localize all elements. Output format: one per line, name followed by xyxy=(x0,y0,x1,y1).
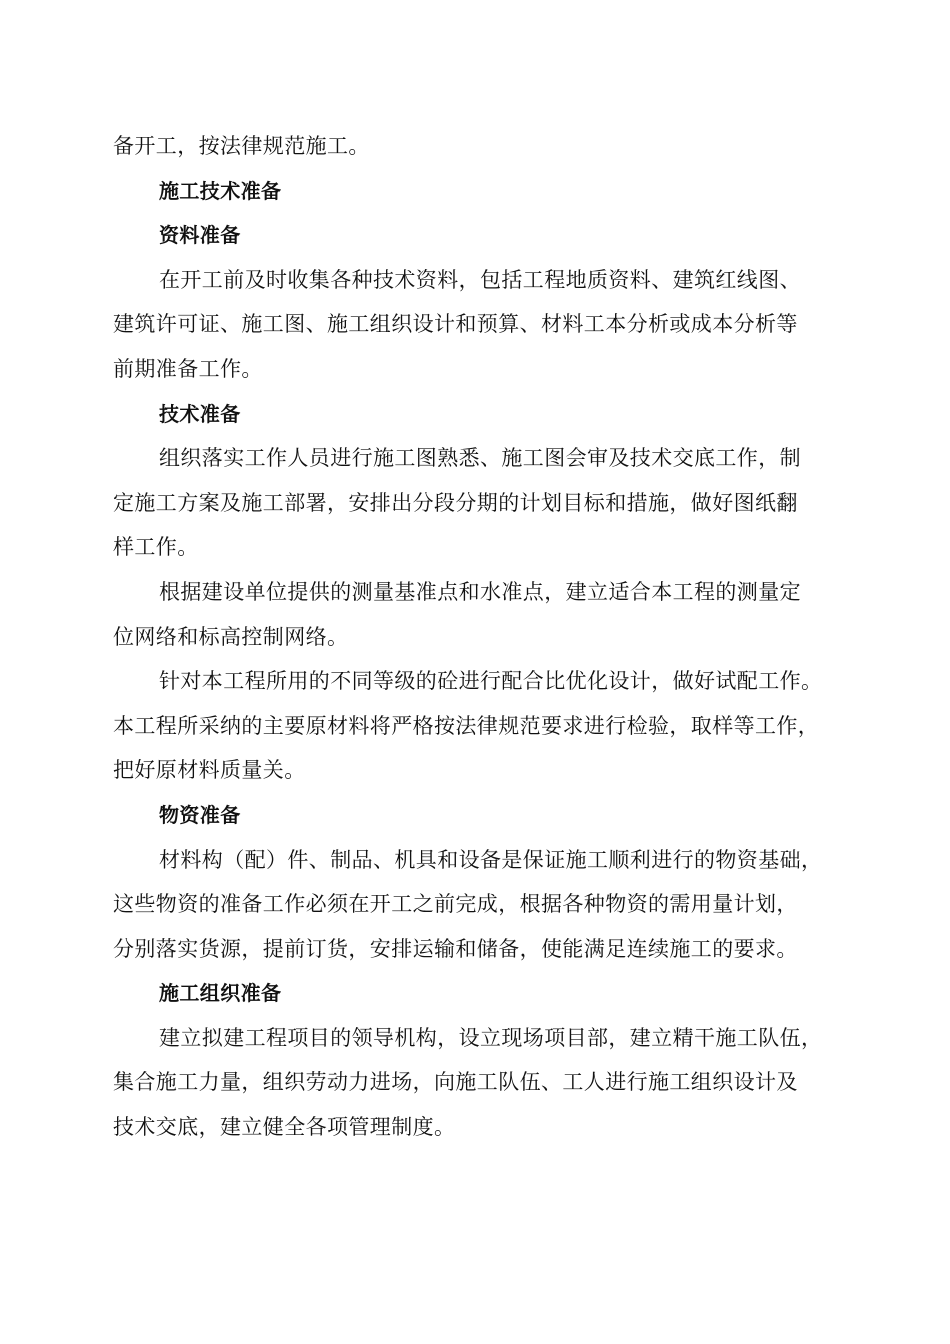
paragraph-line: 建立拟建工程项目的领导机构，设立现场项目部，建立精干施工队伍， xyxy=(159,1025,823,1050)
paragraph-line: 集合施工力量，组织劳动力进场，向施工队伍、工人进行施工组织设计及 xyxy=(113,1070,798,1095)
paragraph-line: 在开工前及时收集各种技术资料，包括工程地质资料、建筑红线图、 xyxy=(159,267,801,292)
paragraph-continuation: 备开工，按法律规范施工。 xyxy=(113,134,370,158)
paragraph-line: 根据建设单位提供的测量基准点和水准点，建立适合本工程的测量定 xyxy=(159,579,801,604)
paragraph-line: 这些物资的准备工作必须在开工之前完成，根据各种物资的需用量计划， xyxy=(113,892,798,917)
subsection-heading-supplies-preparation: 物资准备 xyxy=(159,802,241,827)
paragraph-line: 样工作。 xyxy=(113,535,199,560)
paragraph-line: 针对本工程所用的不同等级的砼进行配合比优化设计，做好试配工作。 xyxy=(159,669,823,694)
paragraph-line: 定施工方案及施工部署，安排出分段分期的计划目标和措施，做好图纸翻 xyxy=(113,490,798,515)
section-heading-construction-technical-preparation: 施工技术准备 xyxy=(159,178,282,203)
paragraph-line: 把好原材料质量关。 xyxy=(113,758,306,783)
paragraph-line: 分别落实货源，提前订货，安排运输和储备，使能满足连续施工的要求。 xyxy=(113,936,798,961)
paragraph-line: 前期准备工作。 xyxy=(113,356,263,381)
subsection-heading-technical-preparation: 技术准备 xyxy=(159,401,241,426)
paragraph-line: 技术交底，建立健全各项管理制度。 xyxy=(113,1115,456,1140)
paragraph-line: 材料构（配）件、制品、机具和设备是保证施工顺利进行的物资基础， xyxy=(159,847,823,872)
paragraph-line: 本工程所采纳的主要原材料将严格按法律规范要求进行检验，取样等工作， xyxy=(113,713,820,738)
document-body xyxy=(113,124,843,1150)
subsection-heading-materials-preparation: 资料准备 xyxy=(159,223,241,248)
paragraph-line: 位网络和标高控制网络。 xyxy=(113,624,349,649)
paragraph-line: 建筑许可证、施工图、施工组织设计和预算、材料工本分析或成本分析等 xyxy=(113,312,798,337)
paragraph-line: 组织落实工作人员进行施工图熟悉、施工图会审及技术交底工作，制 xyxy=(159,446,801,471)
subsection-heading-organization-preparation: 施工组织准备 xyxy=(159,981,282,1006)
